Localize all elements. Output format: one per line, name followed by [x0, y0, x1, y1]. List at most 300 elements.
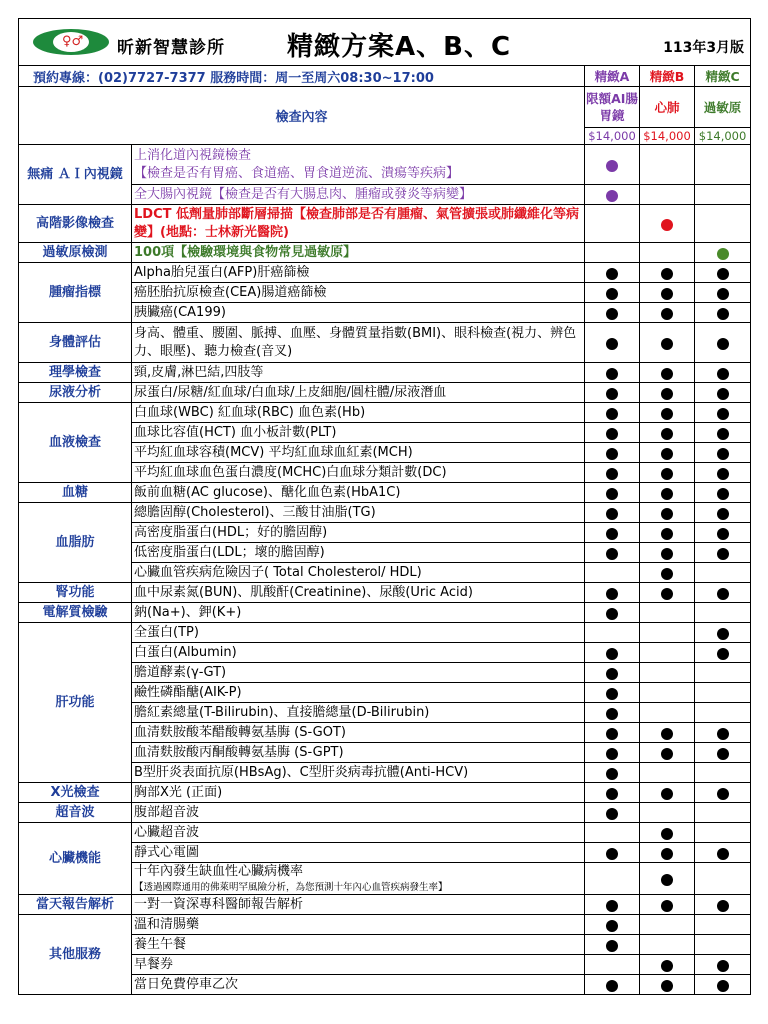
- included-dot-icon: [661, 548, 673, 560]
- included-dot-icon: [606, 508, 618, 520]
- category-label: 其他服務: [19, 915, 132, 995]
- exam-item-label: 早餐券: [134, 956, 174, 972]
- exam-item-label: 上消化道內視鏡檢查 【檢查是否有胃癌、食道癌、胃食道逆流、潰瘍等疾病】: [134, 147, 460, 181]
- included-dot-icon: [661, 528, 673, 540]
- exam-item-label: 頸,皮膚,淋巴結,四肢等: [134, 364, 264, 380]
- table-row: [19, 205, 751, 243]
- included-dot-icon: [661, 448, 673, 460]
- plan-a-cell: [585, 783, 640, 803]
- exam-item-label: 當日免費停車乙次: [134, 976, 239, 992]
- plan-b-cell: [640, 603, 695, 623]
- included-dot-icon: [661, 788, 673, 800]
- included-dot-icon: [661, 219, 673, 231]
- table-row: [19, 783, 751, 803]
- included-dot-icon: [661, 488, 673, 500]
- exam-item-label: 血清麩胺酸苯醋酸轉氨基脢 (S-GOT): [134, 724, 346, 740]
- exam-item: [132, 145, 585, 185]
- exam-item: [132, 955, 585, 975]
- exam-item: [132, 523, 585, 543]
- included-dot-icon: [606, 808, 618, 820]
- plan-a-cell: [585, 703, 640, 723]
- plan-b-cell: [640, 283, 695, 303]
- included-dot-icon: [661, 588, 673, 600]
- exam-item: [132, 243, 585, 263]
- included-dot-icon: [606, 368, 618, 380]
- clinic-logo-icon: ♀♂: [33, 29, 109, 55]
- plan-c-cell: [695, 563, 751, 583]
- included-dot-icon: [606, 980, 618, 992]
- exam-item: [132, 975, 585, 995]
- included-dot-icon: [717, 268, 729, 280]
- plan-a-cell: [585, 915, 640, 935]
- plan-a-cell: [585, 623, 640, 643]
- plan-c-cell: [695, 443, 751, 463]
- plan-b-cell: [640, 463, 695, 483]
- exam-item-label: 尿蛋白/尿糖/紅血球/白血球/上皮細胞/圓柱體/尿液潛血: [134, 384, 447, 400]
- exam-item: [132, 563, 585, 583]
- exam-item: [132, 915, 585, 935]
- plan-a-cell: [585, 483, 640, 503]
- plan-b-cell: [640, 323, 695, 363]
- table-row: [19, 603, 751, 623]
- exam-item-label: 白蛋白(Albumin): [134, 644, 237, 660]
- exam-item-label: 平均紅血球容積(MCV) 平均紅血球血紅素(MCH): [134, 444, 413, 460]
- plan-c-cell: [695, 763, 751, 783]
- exam-item-label: 總膽固醇(Cholesterol)、三酸甘油脂(TG): [134, 504, 376, 520]
- included-dot-icon: [606, 728, 618, 740]
- edition-label: 113年3月版: [663, 40, 745, 56]
- exam-item-label: 癌胚胎抗原檢查(CEA)腸道癌篩檢: [134, 284, 327, 300]
- plan-b-cell: [640, 263, 695, 283]
- included-dot-icon: [717, 428, 729, 440]
- plan-c-cell: [695, 915, 751, 935]
- table-row: [19, 583, 751, 603]
- included-dot-icon: [606, 190, 618, 202]
- exam-item: [132, 783, 585, 803]
- plan-a-name: 精緻A: [585, 66, 640, 87]
- plan-c-cell: [695, 145, 751, 185]
- booking-row: [19, 66, 751, 87]
- included-dot-icon: [661, 568, 673, 580]
- category-label: 肝功能: [19, 623, 132, 783]
- included-dot-icon: [606, 488, 618, 500]
- exam-item: [132, 935, 585, 955]
- plan-b-cell: [640, 243, 695, 263]
- plan-b-cell: [640, 823, 695, 843]
- included-dot-icon: [717, 788, 729, 800]
- plan-c-cell: [695, 185, 751, 205]
- plan-b-cell: [640, 703, 695, 723]
- table-row: [19, 383, 751, 403]
- exam-item: [132, 743, 585, 763]
- included-dot-icon: [661, 874, 673, 886]
- plan-c-cell: [695, 383, 751, 403]
- table-row: [19, 823, 751, 843]
- plan-b-cell: [640, 543, 695, 563]
- plan-b-cell: [640, 523, 695, 543]
- exam-item-label: 血球比容值(HCT) 血小板計數(PLT): [134, 424, 337, 440]
- plan-b-cell: [640, 623, 695, 643]
- plan-c-cell: [695, 583, 751, 603]
- plan-a-cell: [585, 763, 640, 783]
- included-dot-icon: [661, 338, 673, 350]
- included-dot-icon: [661, 468, 673, 480]
- plan-c-price: $14,000: [695, 128, 751, 145]
- plan-a-cell: [585, 955, 640, 975]
- plan-c-cell: [695, 723, 751, 743]
- booking-info: 預約專線：(02)7727-7377 服務時間：周一至周六08:30~17:00: [19, 66, 585, 87]
- exam-item: [132, 463, 585, 483]
- exam-item: [132, 723, 585, 743]
- plan-b-cell: [640, 683, 695, 703]
- exam-item-label: 白血球(WBC) 紅血球(RBC) 血色素(Hb): [134, 404, 366, 420]
- exam-item-label: 腹部超音波: [134, 804, 200, 820]
- included-dot-icon: [606, 708, 618, 720]
- content-header: 檢查內容: [19, 87, 585, 145]
- plan-c-cell: [695, 363, 751, 383]
- included-dot-icon: [717, 248, 729, 260]
- plan-a-cell: [585, 975, 640, 995]
- plan-comparison-table: [18, 18, 751, 995]
- exam-item: [132, 803, 585, 823]
- plan-a-cell: [585, 603, 640, 623]
- included-dot-icon: [661, 828, 673, 840]
- plan-c-cell: [695, 803, 751, 823]
- exam-item: [132, 863, 585, 895]
- page-title: 精緻方案A、B、C: [287, 32, 512, 62]
- content-header-row: [19, 87, 751, 128]
- included-dot-icon: [606, 688, 618, 700]
- plan-c-cell: [695, 935, 751, 955]
- exam-item: [132, 283, 585, 303]
- plan-c-cell: [695, 503, 751, 523]
- exam-item: [132, 483, 585, 503]
- included-dot-icon: [661, 728, 673, 740]
- plan-c-cell: [695, 205, 751, 243]
- plan-b-cell: [640, 403, 695, 423]
- plan-b-cell: [640, 863, 695, 895]
- exam-item-label: 平均紅血球血色蛋白濃度(MCHC)白血球分類計數(DC): [134, 464, 447, 480]
- table-row: [19, 145, 751, 185]
- exam-item-label: 低密度脂蛋白(LDL；壞的膽固醇): [134, 544, 325, 560]
- plan-c-cell: [695, 663, 751, 683]
- plan-a-cell: [585, 935, 640, 955]
- table-row: [19, 263, 751, 283]
- plan-c-cell: [695, 303, 751, 323]
- exam-item-label: 溫和清腸藥: [134, 916, 200, 932]
- plan-b-cell: [640, 443, 695, 463]
- plan-b-cell: [640, 843, 695, 863]
- included-dot-icon: [661, 980, 673, 992]
- category-label: 無痛 ＡＩ內視鏡: [19, 145, 132, 205]
- plan-b-price: $14,000: [640, 128, 695, 145]
- category-label: 血糖: [19, 483, 132, 503]
- plan-b-cell: [640, 803, 695, 823]
- plan-c-cell: [695, 243, 751, 263]
- category-label: 超音波: [19, 803, 132, 823]
- included-dot-icon: [717, 588, 729, 600]
- plan-a-cell: [585, 145, 640, 185]
- category-label: 腎功能: [19, 583, 132, 603]
- exam-item: [132, 403, 585, 423]
- included-dot-icon: [717, 980, 729, 992]
- exam-item: [132, 843, 585, 863]
- plan-c-cell: [695, 603, 751, 623]
- category-label: 電解質檢驗: [19, 603, 132, 623]
- plan-b-cell: [640, 583, 695, 603]
- included-dot-icon: [717, 488, 729, 500]
- exam-item: [132, 583, 585, 603]
- exam-item-label: LDCT 低劑量肺部斷層掃描【檢查肺部是否有腫瘤、氣管擴張或肺纖維化等病變】(地點：士林新光醫院): [134, 206, 580, 240]
- plan-b-cell: [640, 383, 695, 403]
- plan-a-cell: [585, 463, 640, 483]
- exam-item: [132, 423, 585, 443]
- included-dot-icon: [606, 428, 618, 440]
- plan-a-cell: [585, 443, 640, 463]
- plan-c-cell: [695, 523, 751, 543]
- exam-item: [132, 185, 585, 205]
- included-dot-icon: [717, 508, 729, 520]
- included-dot-icon: [717, 308, 729, 320]
- included-dot-icon: [661, 960, 673, 972]
- table-row: [19, 915, 751, 935]
- plan-a-cell: [585, 283, 640, 303]
- exam-item-label: 心臟血管疾病危險因子( Total Cholesterol/ HDL): [134, 564, 422, 580]
- table-row: [19, 895, 751, 915]
- exam-item: [132, 443, 585, 463]
- included-dot-icon: [606, 388, 618, 400]
- exam-item-label: 膽道酵素(γ-GT): [134, 664, 227, 680]
- plan-a-cell: [585, 523, 640, 543]
- exam-item-label: 膽紅素總量(T-Bilirubin)、直接膽總量(D-Bilirubin): [134, 704, 430, 720]
- exam-item-label: 養生午餐: [134, 936, 187, 952]
- plan-a-cell: [585, 185, 640, 205]
- included-dot-icon: [606, 788, 618, 800]
- plan-c-cell: [695, 895, 751, 915]
- plan-c-cell: [695, 843, 751, 863]
- title-row: [19, 19, 751, 66]
- plan-a-cell: [585, 643, 640, 663]
- plan-a-cell: [585, 363, 640, 383]
- exam-item: [132, 823, 585, 843]
- exam-item: [132, 603, 585, 623]
- included-dot-icon: [661, 268, 673, 280]
- included-dot-icon: [606, 748, 618, 760]
- exam-item-label: 飯前血糖(AC glucose)、醣化血色素(HbA1C): [134, 484, 401, 500]
- plan-a-cell: [585, 843, 640, 863]
- included-dot-icon: [606, 668, 618, 680]
- category-label: 理學檢查: [19, 363, 132, 383]
- category-label: 過敏原檢測: [19, 243, 132, 263]
- plan-b-cell: [640, 643, 695, 663]
- plan-a-cell: [585, 423, 640, 443]
- table-row: [19, 503, 751, 523]
- included-dot-icon: [606, 338, 618, 350]
- plan-b-cell: [640, 205, 695, 243]
- exam-item-label: 全蛋白(TP): [134, 624, 199, 640]
- plan-b-cell: [640, 363, 695, 383]
- table-row: [19, 323, 751, 363]
- exam-item: [132, 363, 585, 383]
- included-dot-icon: [606, 468, 618, 480]
- included-dot-icon: [717, 728, 729, 740]
- plan-b-cell: [640, 783, 695, 803]
- included-dot-icon: [717, 548, 729, 560]
- plan-a-cell: [585, 863, 640, 895]
- plan-a-cell: [585, 723, 640, 743]
- included-dot-icon: [606, 768, 618, 780]
- exam-item-note: 【透過國際通用的佛萊明罕風險分析，為您預測十年內心血管疾病發生率】: [134, 882, 448, 893]
- exam-item: [132, 663, 585, 683]
- category-label: 血脂肪: [19, 503, 132, 583]
- plan-a-cell: [585, 303, 640, 323]
- exam-item: [132, 263, 585, 283]
- exam-item: [132, 383, 585, 403]
- included-dot-icon: [661, 368, 673, 380]
- plan-c-cell: [695, 975, 751, 995]
- plan-a-cell: [585, 503, 640, 523]
- exam-item: [132, 895, 585, 915]
- exam-item-label: 一對一資深專科醫師報告解析: [134, 896, 304, 912]
- plan-c-cell: [695, 463, 751, 483]
- plan-b-cell: [640, 915, 695, 935]
- included-dot-icon: [717, 628, 729, 640]
- exam-item-label: 全大腸內視鏡【檢查是否有大腸息肉、腫瘤或發炎等病變】: [134, 186, 473, 202]
- included-dot-icon: [606, 920, 618, 932]
- included-dot-icon: [606, 288, 618, 300]
- plan-c-cell: [695, 323, 751, 363]
- exam-item-label: 100項【檢驗環境與食物常見過敏原】: [134, 244, 357, 260]
- plan-c-cell: [695, 823, 751, 843]
- included-dot-icon: [717, 408, 729, 420]
- plan-a-price: $14,000: [585, 128, 640, 145]
- plan-a-cell: [585, 543, 640, 563]
- exam-item-label: 心臟超音波: [134, 824, 200, 840]
- plan-a-cell: [585, 663, 640, 683]
- included-dot-icon: [717, 288, 729, 300]
- plan-c-cell: [695, 623, 751, 643]
- included-dot-icon: [661, 748, 673, 760]
- exam-item-label: 胰臟癌(CA199): [134, 304, 226, 320]
- exam-item: [132, 703, 585, 723]
- category-label: 身體評估: [19, 323, 132, 363]
- plan-c-cell: [695, 955, 751, 975]
- plan-c-cell: [695, 483, 751, 503]
- included-dot-icon: [661, 308, 673, 320]
- included-dot-icon: [606, 648, 618, 660]
- plan-b-cell: [640, 303, 695, 323]
- exam-item-label: 十年內發生缺血性心臟病機率: [134, 864, 304, 879]
- clinic-name: 昕新智慧診所: [117, 38, 225, 58]
- included-dot-icon: [606, 448, 618, 460]
- table-row: [19, 403, 751, 423]
- plan-c-name: 精緻C: [695, 66, 751, 87]
- plan-b-subtitle: 心肺: [640, 87, 695, 128]
- plan-c-cell: [695, 543, 751, 563]
- plan-b-cell: [640, 743, 695, 763]
- included-dot-icon: [606, 588, 618, 600]
- plan-c-cell: [695, 863, 751, 895]
- exam-item-label: 鹼性磷酯醣(AIK-P): [134, 684, 242, 700]
- category-label: 血液檢查: [19, 403, 132, 483]
- plan-b-cell: [640, 423, 695, 443]
- table-row: [19, 243, 751, 263]
- plan-b-cell: [640, 563, 695, 583]
- included-dot-icon: [661, 408, 673, 420]
- included-dot-icon: [606, 848, 618, 860]
- plan-a-cell: [585, 683, 640, 703]
- exam-item-label: Alpha胎兒蛋白(AFP)肝癌篩檢: [134, 264, 310, 280]
- included-dot-icon: [717, 960, 729, 972]
- table-row: [19, 623, 751, 643]
- included-dot-icon: [606, 408, 618, 420]
- table-row: [19, 363, 751, 383]
- plan-b-cell: [640, 895, 695, 915]
- included-dot-icon: [717, 448, 729, 460]
- plan-c-cell: [695, 783, 751, 803]
- category-label: 當天報告解析: [19, 895, 132, 915]
- category-label: 腫瘤指標: [19, 263, 132, 323]
- table-row: [19, 483, 751, 503]
- plan-b-cell: [640, 145, 695, 185]
- included-dot-icon: [606, 608, 618, 620]
- exam-item: [132, 683, 585, 703]
- included-dot-icon: [717, 648, 729, 660]
- plan-c-cell: [695, 283, 751, 303]
- category-label: 心臟機能: [19, 823, 132, 895]
- included-dot-icon: [606, 548, 618, 560]
- exam-item-label: 鈉(Na+)、鉀(K+): [134, 604, 242, 620]
- plan-c-cell: [695, 643, 751, 663]
- exam-item-label: 身高、體重、腰圍、脈搏、血壓、身體質量指數(BMI)、眼科檢查(視力、辨色力、眼壓)、聽力檢查(音叉): [134, 325, 577, 359]
- plan-a-subtitle: 限額AI腸胃鏡: [585, 87, 640, 128]
- plan-b-cell: [640, 185, 695, 205]
- plan-b-cell: [640, 503, 695, 523]
- brochure-page: [18, 18, 750, 995]
- plan-b-name: 精緻B: [640, 66, 695, 87]
- included-dot-icon: [606, 308, 618, 320]
- plan-b-cell: [640, 975, 695, 995]
- exam-item: [132, 623, 585, 643]
- plan-b-cell: [640, 483, 695, 503]
- exam-item: [132, 205, 585, 243]
- plan-a-cell: [585, 563, 640, 583]
- included-dot-icon: [717, 468, 729, 480]
- plan-c-cell: [695, 263, 751, 283]
- category-label: X光檢查: [19, 783, 132, 803]
- included-dot-icon: [661, 848, 673, 860]
- plan-a-cell: [585, 383, 640, 403]
- included-dot-icon: [717, 900, 729, 912]
- table-row: [19, 803, 751, 823]
- included-dot-icon: [661, 288, 673, 300]
- plan-a-cell: [585, 803, 640, 823]
- exam-item: [132, 303, 585, 323]
- included-dot-icon: [717, 368, 729, 380]
- plan-c-cell: [695, 703, 751, 723]
- plan-b-cell: [640, 663, 695, 683]
- included-dot-icon: [661, 388, 673, 400]
- plan-a-cell: [585, 823, 640, 843]
- exam-item: [132, 763, 585, 783]
- included-dot-icon: [606, 528, 618, 540]
- included-dot-icon: [661, 900, 673, 912]
- included-dot-icon: [717, 388, 729, 400]
- plan-b-cell: [640, 955, 695, 975]
- category-label: 高階影像檢查: [19, 205, 132, 243]
- plan-c-cell: [695, 423, 751, 443]
- exam-item-label: B型肝炎表面抗原(HBsAg)、C型肝炎病毒抗體(Anti-HCV): [134, 764, 469, 780]
